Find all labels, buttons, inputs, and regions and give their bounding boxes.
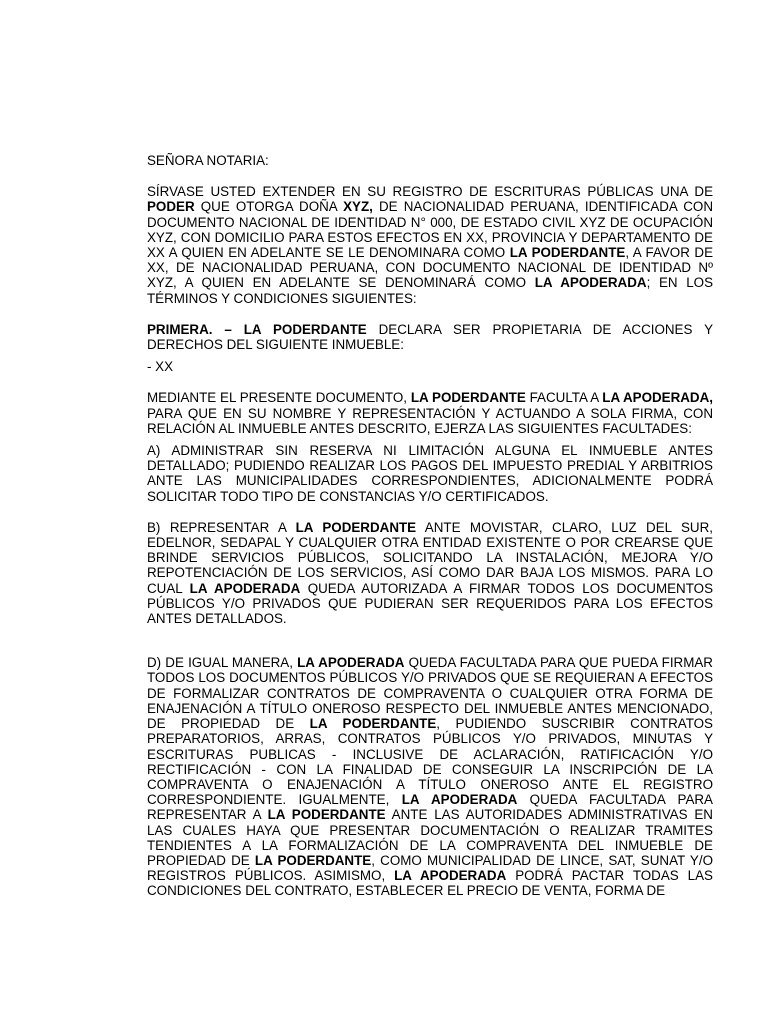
clause-d bbox=[147, 655, 713, 898]
text-run: D) DE IGUAL MANERA, bbox=[147, 655, 298, 671]
text-run: PARA QUE EN SU NOMBRE Y REPRESENTACIÓN Y ACTUANDO A SOLA FIRMA, CON RELACIÓN AL INMUEBLE ANTES DESCRITO, EJERZA LAS SIGUIENTES FACULTADES: bbox=[147, 405, 713, 436]
bold-run: PRIMERA. – LA PODERDANTE bbox=[147, 321, 367, 337]
bold-run: LA PODERDANTE bbox=[509, 245, 626, 261]
text-run: , A FAVOR DE XX, DE NACIONALIDAD PERUANA, CON DOCUMENTO NACIONAL DE IDENTIDAD Nº XYZ, A QUIEN EN ADELANTE SE DENOMINARÁ COMO bbox=[147, 245, 713, 291]
bold-run: LA PODERDANTE bbox=[309, 716, 437, 732]
clause-b bbox=[147, 520, 713, 626]
bold-run: PODER bbox=[147, 199, 195, 215]
bullet-item: - XX bbox=[147, 359, 174, 375]
text-run: QUEDA FACULTADA PARA QUE PUEDA FIRMAR TODOS LOS DOCUMENTOS PÚBLICOS Y/O PRIVADOS QUE SE REQUIERAN A EFECTOS DE FORMALIZAR CONTRATOS DE COMPRAVENTA O CUALQUIER OTRA FORMA DE ENAJENACIÓN A TÍTULO ONEROSO RESPECTO DEL INMUEBLE ANTES MENCIONADO, DE PROPIEDAD DE bbox=[147, 655, 713, 732]
text-run: ANTE MOVISTAR, CLARO, LUZ DEL SUR, EDELNOR, SEDAPAL Y CUALQUIER OTRA ENTIDAD EXISTENTE O POR CREARSE QUE BRINDE SERVICIOS PÚBLICOS, SOLICITANDO LA INSTALACIÓN, MEJORA Y/O REPOTENCIACIÓN DE LOS SERVICIOS, ASÍ COMO DAR BAJA LOS MISMOS. PARA LO CUAL bbox=[147, 519, 713, 596]
bold-run: LA APODERADA bbox=[394, 868, 507, 884]
text-run: , PUDIENDO SUSCRIBIR CONTRATOS PREPARATORIOS, ARRAS, CONTRATOS PÚBLICOS Y/O PRIVADOS, MINUTAS Y ESCRITURAS PUBLICAS - INCLUSIVE DE ACLARACIÓN, RATIFICACIÓN Y/O RECTIFICACIÓN - CON LA FINALIDAD DE CONSEGUIR LA INSCRIPCIÓN DE LA COMPRAVENTA O ENAJENACIÓN A TÍTULO ONEROSO ANTE EL REGISTRO CORRESPONDIENTE. IGUALMENTE, bbox=[147, 716, 713, 808]
document-page bbox=[147, 153, 713, 899]
mediante-paragraph bbox=[147, 390, 713, 436]
text-run: ANTE LAS AUTORIDADES ADMINISTRATIVAS EN LAS CUALES HAYA QUE PRESENTAR DOCUMENTACIÓN O REALIZAR TRAMITES TENDIENTES A LA FORMALIZACIÓN DE LA COMPRAVENTA DEL INMUEBLE DE PROPIEDAD DE bbox=[147, 807, 713, 868]
text-run: PODRÁ PACTAR TODAS LAS CONDICIONES DEL CONTRATO, ESTABLECER EL PRECIO DE VENTA, FORMA DE bbox=[147, 868, 713, 899]
text-run: SÍRVASE USTED EXTENDER EN SU REGISTRO DE ESCRITURAS PÚBLICAS UNA DE bbox=[147, 184, 713, 200]
text-run: DE NACIONALIDAD PERUANA, IDENTIFICADA CON DOCUMENTO NACIONAL DE IDENTIDAD N° 000, DE ESTADO CIVIL XYZ DE OCUPACIÓN XYZ, CON DOMICILIO PARA ESTOS EFECTOS EN XX, PROVINCIA Y DEPARTAMENTO DE XX A QUIEN EN ADELANTE SE LE DENOMINARA COMO bbox=[147, 199, 713, 261]
bold-run: LA APODERADA, bbox=[602, 390, 713, 406]
bold-run: LA APODERADA bbox=[297, 655, 405, 671]
salutation: SEÑORA NOTARIA: bbox=[147, 153, 269, 168]
intro-paragraph bbox=[147, 184, 713, 306]
bold-run: LA APODERADA bbox=[534, 275, 647, 291]
text-run: QUEDA AUTORIZADA A FIRMAR TODOS LOS DOCUMENTOS PÚBLICOS Y/O PRIVADOS QUE PUDIERAN SER REQUERIDOS PARA LOS EFECTOS ANTES DETALLADOS. bbox=[147, 580, 713, 627]
text-run: , COMO MUNICIPALIDAD DE LINCE, SAT, SUNAT Y/O REGISTROS PÚBLICOS. ASIMISMO, bbox=[147, 852, 713, 884]
text-run: MEDIANTE EL PRESENTE DOCUMENTO, bbox=[147, 390, 411, 406]
bold-run: LA PODERDANTE bbox=[410, 390, 526, 406]
bold-run: LA PODERDANTE bbox=[254, 852, 372, 868]
text-run: QUEDA FACULTADA PARA REPRESENTAR A bbox=[147, 792, 713, 823]
text-run: DECLARA SER PROPIETARIA DE ACCIONES Y DERECHOS DEL SIGUIENTE INMUEBLE: bbox=[147, 321, 713, 353]
bold-run: XYZ, bbox=[343, 199, 373, 215]
text-run: ; EN LOS TÉRMINOS Y CONDICIONES SIGUIENTES: bbox=[147, 275, 713, 306]
bold-run: LA APODERADA bbox=[189, 580, 301, 596]
bold-run: LA PODERDANTE bbox=[295, 519, 417, 535]
text-run: QUE OTORGA DOÑA bbox=[194, 199, 344, 215]
primera-paragraph bbox=[147, 322, 713, 352]
bold-run: LA APODERADA bbox=[401, 792, 518, 808]
text-run: B) REPRESENTAR A bbox=[147, 519, 296, 535]
bold-run: LA PODERDANTE bbox=[267, 807, 386, 823]
text-run: FACULTA A bbox=[525, 390, 603, 406]
clause-a: A) ADMINISTRAR SIN RESERVA NI LIMITACIÓN ALGUNA EL INMUEBLE ANTES DETALLADO; PUDIENDO REALIZAR LOS PAGOS DEL IMPUESTO PREDIAL Y ARBITRIOS ANTE LAS MUNICIPALIDADES CORRESPONDIENTES, ADICIONALMENTE PODRÁ SOLICITAR TODO TIPO DE CONSTANCIAS Y/O CERTIFICADOS. bbox=[147, 443, 713, 504]
